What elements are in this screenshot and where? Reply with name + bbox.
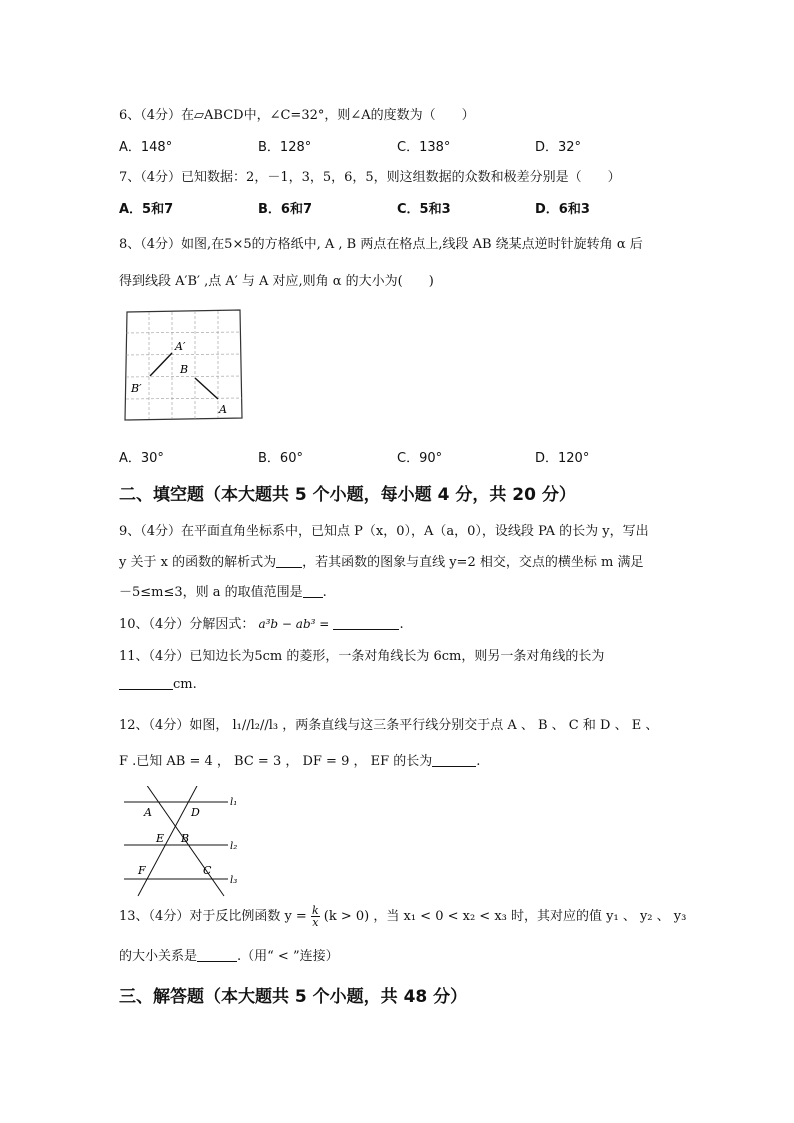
q7-option-c: C．5和3 — [397, 202, 451, 217]
label-d: D — [191, 806, 200, 819]
q13-frac-denominator: x — [312, 916, 319, 929]
q9-line1: 9、（4分）在平面直角坐标系中，已知点 P（x，0），A（a，0），设线段 PA 的长为 y，写出 — [119, 524, 649, 539]
q12-line1: 12、（4分）如图， l₁//l₂//l₃ ，两条直线与这三条平行线分别交于点 A 、 B 、 C 和 D 、 E 、 — [119, 718, 659, 733]
q6-option-b: B．128° — [258, 140, 312, 155]
q7-text: 7、（4分）已知数据：2，－1，3，5，6，5，则这组数据的众数和极差分别是（ ） — [119, 170, 621, 185]
label-a-prime: A′ — [175, 340, 186, 353]
q13-fraction — [311, 905, 320, 928]
q13-line2-a: 的大小关系是 — [119, 949, 198, 964]
q7-option-b: B．6和7 — [258, 202, 312, 217]
q8-line2: 得到线段 A′B′ ,点 A′ 与 A 对应,则角 α 的大小为( ) — [119, 274, 434, 289]
q11-line2-text: cm. — [173, 677, 197, 692]
q7-option-a: A．5和7 — [119, 202, 174, 217]
segment-a-prime-b-prime — [150, 353, 172, 376]
q12-line2-a: F .已知 AB = 4 ， BC = 3 ， DF = 9 ， EF 的长为 — [119, 754, 433, 769]
label-l2: l₂ — [230, 841, 238, 852]
label-l3: l₃ — [230, 875, 238, 886]
q10-suffix: . — [399, 617, 404, 632]
q9-line3 — [119, 581, 327, 600]
q6-option-c: C．138° — [397, 140, 451, 155]
q9-line2-b: ，若其函数的图象与直线 y=2 相交，交点的横坐标 m 满足 — [302, 555, 644, 570]
q9-line2 — [119, 551, 643, 570]
q9-line2-a: y 关于 x 的函数的解析式为 — [119, 555, 277, 570]
q10-expression: a³b − ab³ = — [258, 617, 330, 631]
q8-line1: 8、（4分）如图,在5×5的方格纸中, A , B 两点在格点上,线段 AB 绕某点逆时针旋转角 α 后 — [119, 237, 643, 252]
label-c: C — [203, 864, 212, 877]
q8-option-b: B．60° — [258, 451, 303, 466]
label-f: F — [138, 864, 146, 877]
q10-blank[interactable] — [333, 617, 399, 630]
q13-blank[interactable] — [197, 949, 237, 962]
label-e: E — [156, 832, 165, 845]
q9-blank-2[interactable] — [303, 585, 323, 598]
label-b: B — [180, 363, 189, 376]
q9-blank-1[interactable] — [276, 555, 302, 568]
q10-prefix: 10、（4分）分解因式： — [119, 617, 255, 632]
label-b: B — [181, 832, 190, 845]
q9-line3-a: －5≤m≤3，则 a 的取值范围是 — [119, 585, 303, 600]
q11-blank[interactable] — [119, 677, 173, 690]
q11-line1: 11、（4分）已知边长为5cm 的菱形，一条对角线长为 6cm，则另一条对角线的长为 — [119, 649, 605, 664]
q8-option-a: A．30° — [119, 451, 164, 466]
q7-option-d: D．6和3 — [535, 202, 590, 217]
section-2-heading: 二、填空题（本大题共 5 个小题，每小题 4 分，共 20 分） — [119, 485, 576, 505]
segment-ab — [195, 378, 218, 399]
label-a: A — [144, 806, 152, 819]
q12-line2-b: . — [476, 754, 481, 769]
q12-parallel-lines-figure — [120, 786, 250, 898]
q8-option-c: C．90° — [397, 451, 443, 466]
label-l1: l₁ — [230, 797, 238, 808]
q13-line2 — [119, 945, 339, 964]
q12-blank[interactable] — [432, 754, 476, 767]
section-3-heading: 三、解答题（本大题共 5 个小题，共 48 分） — [119, 987, 468, 1007]
q13-part1: 13、（4分）对于反比例函数 y = — [119, 909, 307, 924]
label-b-prime: B′ — [131, 382, 142, 395]
q10-line — [119, 613, 404, 632]
q6-option-a: A．148° — [119, 140, 173, 155]
q13-frac-numerator: k — [311, 904, 319, 917]
q8-grid-figure — [122, 306, 244, 422]
q9-line3-b: . — [322, 585, 327, 600]
q13-line1 — [119, 905, 686, 928]
q13-part2: (k > 0) ，当 x₁ < 0 < x₂ < x₃ 时，其对应的值 y₁ 、 y₂ 、 y₃ — [323, 909, 687, 924]
q11-line2 — [119, 677, 197, 692]
q6-option-d: D．32° — [535, 140, 582, 155]
q6-text: 6、（4分）在▱ABCD中，∠C=32°，则∠A的度数为（ ） — [119, 108, 475, 123]
label-a: A — [219, 403, 227, 416]
q13-line2-b: .（用“ < ”连接） — [237, 949, 339, 964]
q12-line2 — [119, 750, 480, 769]
q8-option-d: D．120° — [535, 451, 590, 466]
